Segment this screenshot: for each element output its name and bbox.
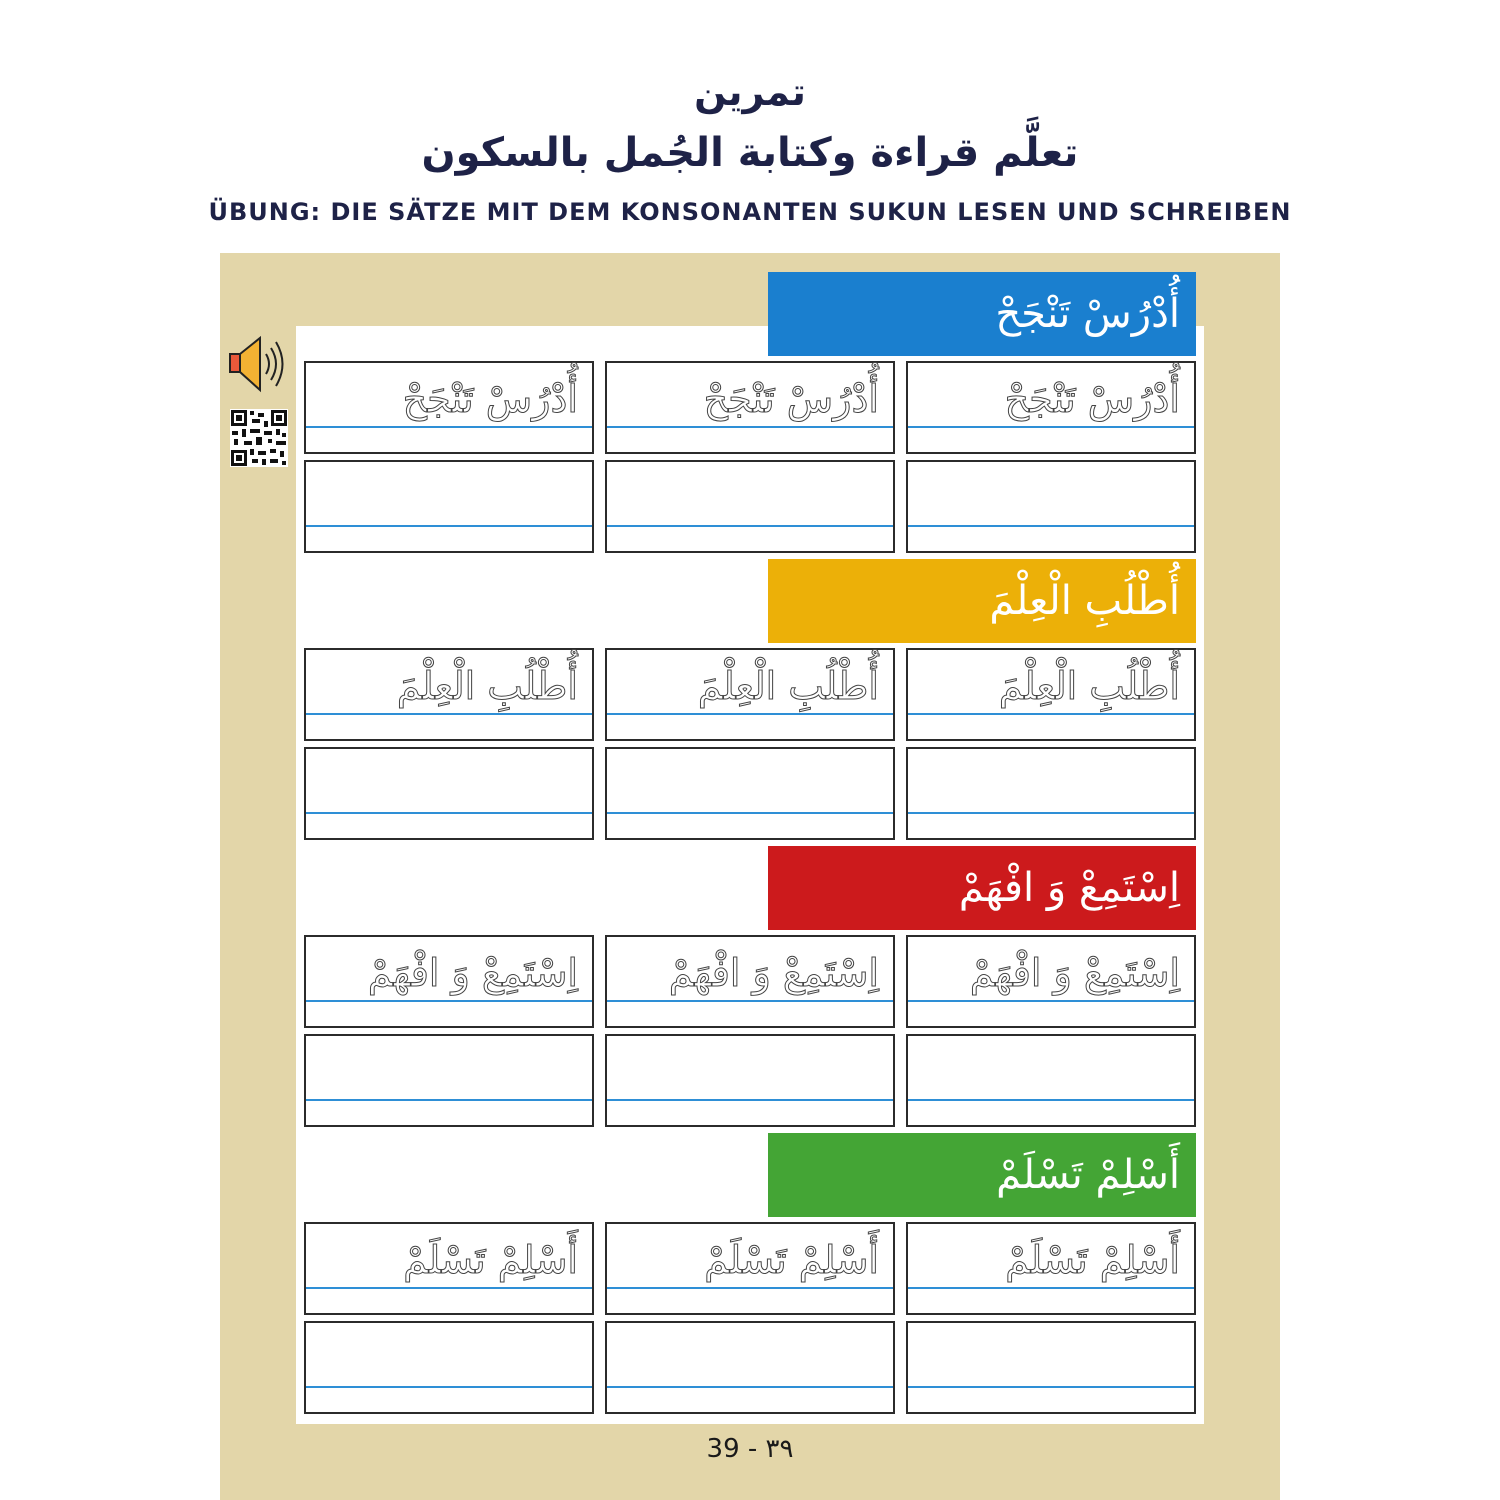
guideline — [607, 1386, 893, 1388]
trace-box[interactable] — [304, 1222, 594, 1315]
trace-box[interactable] — [304, 648, 594, 741]
writing-box[interactable] — [906, 460, 1196, 553]
speaker-icon[interactable] — [226, 332, 290, 396]
guideline — [607, 812, 893, 814]
guideline — [306, 1099, 592, 1101]
writing-box[interactable] — [304, 1321, 594, 1414]
guideline — [607, 426, 893, 428]
guideline — [607, 713, 893, 715]
guideline — [908, 525, 1194, 527]
dotted-sentence: أُدْرُسْ تَنْجَحْ — [703, 377, 879, 421]
trace-box[interactable] — [304, 361, 594, 454]
sentence-banner-4: أَسْلِمْ تَسْلَمْ — [768, 1133, 1196, 1217]
dotted-sentence: أَسْلِمْ تَسْلَمْ — [403, 1238, 578, 1282]
dotted-sentence: أُطْلُبِ الْعِلْمَ — [396, 664, 578, 708]
guideline — [908, 1287, 1194, 1289]
trace-box[interactable] — [906, 361, 1196, 454]
sentence-banner-1: أُدْرُسْ تَنْجَحْ — [768, 272, 1196, 356]
sentence-banner-2: أُطْلُبِ الْعِلْمَ — [768, 559, 1196, 643]
writing-box[interactable] — [605, 460, 895, 553]
writing-box[interactable] — [605, 1321, 895, 1414]
guideline — [306, 1386, 592, 1388]
guideline — [306, 812, 592, 814]
guideline — [607, 1287, 893, 1289]
dotted-sentence: أَسْلِمْ تَسْلَمْ — [1005, 1238, 1180, 1282]
guideline — [306, 426, 592, 428]
writing-box[interactable] — [906, 747, 1196, 840]
writing-box[interactable] — [304, 460, 594, 553]
dotted-sentence: أَسْلِمْ تَسْلَمْ — [704, 1238, 879, 1282]
guideline — [306, 1287, 592, 1289]
writing-box[interactable] — [605, 747, 895, 840]
dotted-sentence: أُطْلُبِ الْعِلْمَ — [998, 664, 1180, 708]
dotted-sentence: أُدْرُسْ تَنْجَحْ — [402, 377, 578, 421]
trace-box[interactable] — [906, 935, 1196, 1028]
trace-box[interactable] — [605, 1222, 895, 1315]
guideline — [908, 1000, 1194, 1002]
trace-box[interactable] — [906, 1222, 1196, 1315]
dotted-sentence: أُدْرُسْ تَنْجَحْ — [1004, 377, 1180, 421]
page-number: 39 - ٣٩ — [706, 1434, 794, 1464]
writing-box[interactable] — [906, 1034, 1196, 1127]
exercise-title: تمرين — [694, 70, 806, 114]
dotted-sentence: أُطْلُبِ الْعِلْمَ — [697, 664, 879, 708]
trace-box[interactable] — [906, 648, 1196, 741]
writing-box[interactable] — [304, 1034, 594, 1127]
guideline — [908, 1386, 1194, 1388]
sentence-banner-3: اِسْتَمِعْ وَ افْهَمْ — [768, 846, 1196, 930]
qr-code-icon[interactable] — [230, 409, 288, 467]
trace-box[interactable] — [605, 648, 895, 741]
writing-box[interactable] — [906, 1321, 1196, 1414]
trace-box[interactable] — [605, 935, 895, 1028]
guideline — [306, 713, 592, 715]
dotted-sentence: اِسْتَمِعْ وَ افْهَمْ — [969, 951, 1180, 995]
exercise-heading: تعلَّم قراءة وكتابة الجُمل بالسكون — [421, 130, 1079, 176]
guideline — [908, 1099, 1194, 1101]
guideline — [607, 525, 893, 527]
trace-box[interactable] — [605, 361, 895, 454]
guideline — [908, 426, 1194, 428]
guideline — [607, 1000, 893, 1002]
guideline — [306, 525, 592, 527]
guideline — [908, 812, 1194, 814]
dotted-sentence: اِسْتَمِعْ وَ افْهَمْ — [668, 951, 879, 995]
guideline — [306, 1000, 592, 1002]
guideline — [607, 1099, 893, 1101]
trace-box[interactable] — [304, 935, 594, 1028]
guideline — [908, 713, 1194, 715]
writing-box[interactable] — [605, 1034, 895, 1127]
writing-box[interactable] — [304, 747, 594, 840]
german-subtitle: ÜBUNG: DIE SÄTZE MIT DEM KONSONANTEN SUKUN LESEN UND SCHREIBEN — [208, 198, 1292, 226]
dotted-sentence: اِسْتَمِعْ وَ افْهَمْ — [367, 951, 578, 995]
